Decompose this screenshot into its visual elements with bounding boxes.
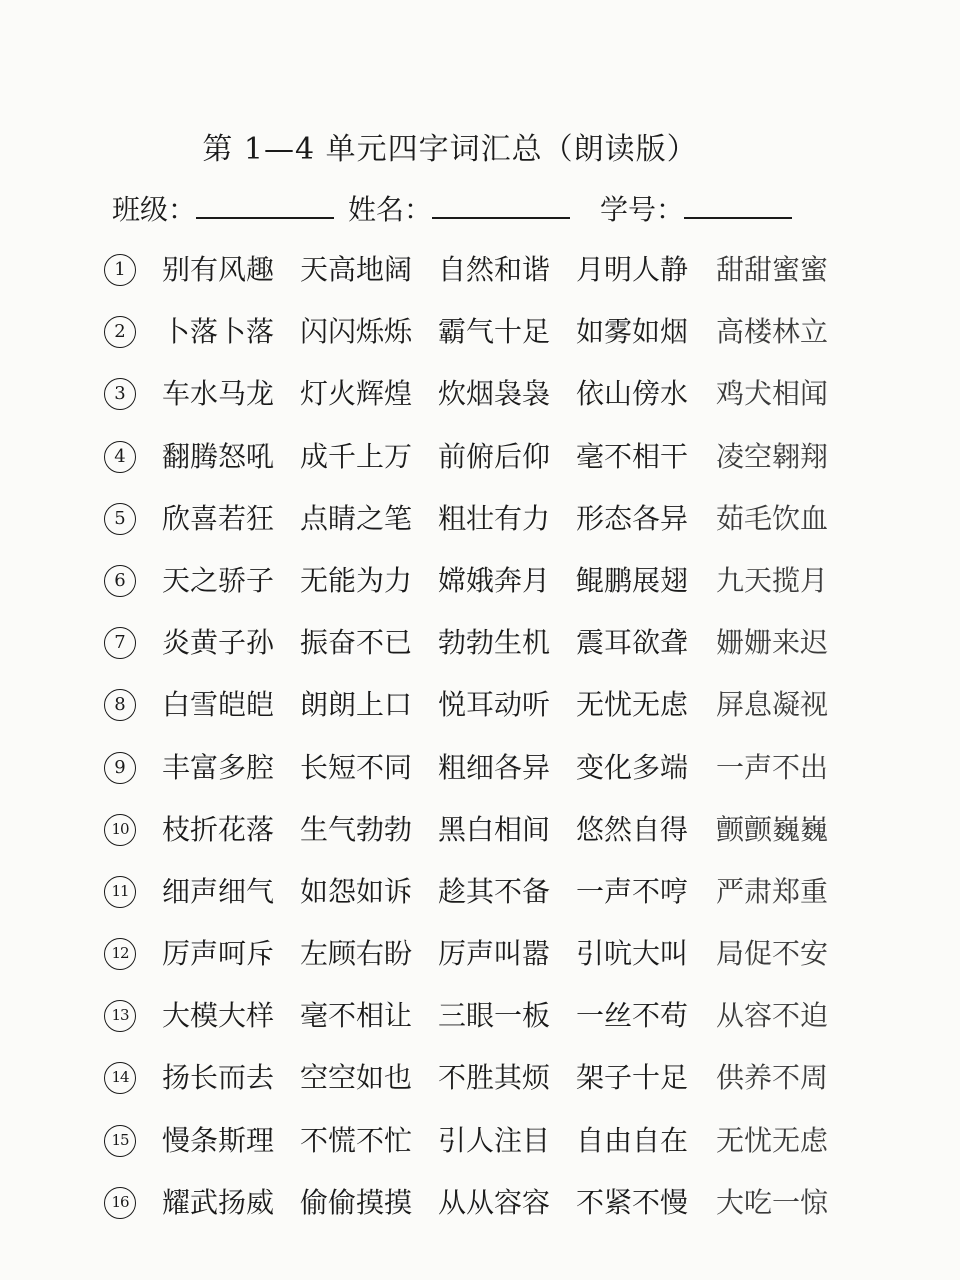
idiom-word: 成千上万 <box>300 439 413 473</box>
idiom-word: 从容不迫 <box>716 999 829 1033</box>
idiom-word: 变化多端 <box>576 750 689 784</box>
idiom-word: 形态各异 <box>576 501 689 535</box>
name-field <box>348 188 570 228</box>
idiom-word: 朗朗上口 <box>300 688 413 722</box>
row-number-circle: 3 <box>104 378 136 410</box>
idiom-word: 欣喜若狂 <box>162 501 275 535</box>
student-id-field <box>600 188 792 228</box>
idiom-word: 自由自在 <box>576 1123 689 1157</box>
row-number-circle: 14 <box>104 1062 136 1094</box>
idiom-word: 扬长而去 <box>162 1061 275 1095</box>
idiom-word: 屏息凝视 <box>716 688 829 722</box>
idiom-word: 别有风趣 <box>162 253 275 286</box>
word-row <box>104 619 864 681</box>
idiom-word: 姗姗来迟 <box>716 626 829 660</box>
word-row <box>104 495 864 557</box>
row-number-circle: 13 <box>104 1000 136 1032</box>
student-id-label: 学号： <box>600 193 685 226</box>
idiom-word: 月明人静 <box>576 253 689 286</box>
row-number-circle: 6 <box>104 565 136 597</box>
idiom-word: 凌空翱翔 <box>716 439 829 473</box>
idiom-word: 九天揽月 <box>716 563 829 597</box>
idiom-word: 依山傍水 <box>576 377 689 411</box>
row-number-circle: 9 <box>104 752 136 784</box>
row-number-circle: 12 <box>104 938 136 970</box>
word-row <box>104 681 864 743</box>
row-number-circle: 7 <box>104 627 136 659</box>
idiom-word: 天之骄子 <box>162 563 275 597</box>
idiom-word: 左顾右盼 <box>300 937 413 971</box>
idiom-word: 偷偷摸摸 <box>300 1185 413 1219</box>
word-row <box>104 557 864 619</box>
word-row <box>104 1179 864 1241</box>
idiom-word: 严肃郑重 <box>716 874 829 908</box>
idiom-word: 闪闪烁烁 <box>300 315 413 349</box>
word-row <box>104 992 864 1054</box>
word-row <box>104 308 864 370</box>
idiom-word: 大吃一惊 <box>716 1185 829 1219</box>
student-id-blank[interactable] <box>684 195 792 219</box>
idiom-word: 引吭大叫 <box>576 937 689 971</box>
idiom-word: 不胜其烦 <box>438 1061 551 1095</box>
idiom-word: 勃勃生机 <box>438 626 551 660</box>
idiom-word: 振奋不已 <box>300 626 413 660</box>
idiom-word: 局促不安 <box>716 937 829 971</box>
word-row <box>104 370 864 432</box>
idiom-word: 长短不同 <box>300 750 413 784</box>
idiom-word: 翻腾怒吼 <box>162 439 275 473</box>
word-row <box>104 868 864 930</box>
idiom-word: 厉声叫嚣 <box>438 937 551 971</box>
word-row <box>104 930 864 992</box>
idiom-word: 趁其不备 <box>438 874 551 908</box>
idiom-word: 耀武扬威 <box>162 1185 275 1219</box>
idiom-word: 悠然自得 <box>576 812 689 846</box>
idiom-word: 供养不周 <box>716 1061 829 1095</box>
idiom-word: 无忧无虑 <box>576 688 689 722</box>
word-row <box>104 1117 864 1179</box>
idiom-word: 鲲鹏展翅 <box>576 563 689 597</box>
idiom-word: 架子十足 <box>576 1061 689 1095</box>
idiom-word: 霸气十足 <box>438 315 551 349</box>
row-number-circle: 15 <box>104 1125 136 1157</box>
idiom-word: 黑白相间 <box>438 812 551 846</box>
idiom-word: 卜落卜落 <box>162 315 275 349</box>
row-number-circle: 11 <box>104 876 136 908</box>
idiom-word: 枝折花落 <box>162 812 275 846</box>
name-label: 姓名： <box>348 193 433 226</box>
row-number-circle: 10 <box>104 814 136 846</box>
row-number-circle: 4 <box>104 441 136 473</box>
idiom-word: 从从容容 <box>438 1185 551 1219</box>
idiom-word: 颤颤巍巍 <box>716 812 829 846</box>
idiom-word: 炎黄子孙 <box>162 626 275 660</box>
idiom-word: 如雾如烟 <box>576 315 689 349</box>
idiom-word: 空空如也 <box>300 1061 413 1095</box>
idiom-word: 天高地阔 <box>300 253 413 286</box>
idiom-word: 一声不出 <box>716 750 829 784</box>
idiom-word: 震耳欲聋 <box>576 626 689 660</box>
word-row <box>104 806 864 868</box>
idiom-word: 细声细气 <box>162 874 275 908</box>
class-field <box>112 188 334 228</box>
idiom-word: 悦耳动听 <box>438 688 551 722</box>
row-number-circle: 5 <box>104 503 136 535</box>
word-row <box>104 433 864 495</box>
idiom-word: 白雪皑皑 <box>162 688 275 722</box>
idiom-word: 厉声呵斥 <box>162 937 275 971</box>
idiom-word: 不紧不慢 <box>576 1185 689 1219</box>
row-number-circle: 2 <box>104 316 136 348</box>
idiom-word: 茹毛饮血 <box>716 501 829 535</box>
idiom-word: 一声不哼 <box>576 874 689 908</box>
word-list <box>104 246 864 1241</box>
idiom-word: 点睛之笔 <box>300 501 413 535</box>
word-row <box>104 1054 864 1116</box>
idiom-word: 嫦娥奔月 <box>438 563 551 597</box>
idiom-word: 无能为力 <box>300 563 413 597</box>
idiom-word: 生气勃勃 <box>300 812 413 846</box>
idiom-word: 高楼林立 <box>716 315 829 349</box>
idiom-word: 慢条斯理 <box>162 1123 275 1157</box>
class-blank[interactable] <box>196 195 334 219</box>
row-number-circle: 16 <box>104 1187 136 1219</box>
idiom-word: 鸡犬相闻 <box>716 377 829 411</box>
idiom-word: 不慌不忙 <box>300 1123 413 1157</box>
word-row <box>104 246 864 308</box>
word-row <box>104 744 864 806</box>
idiom-word: 三眼一板 <box>438 999 551 1033</box>
row-number-circle: 8 <box>104 689 136 721</box>
idiom-word: 粗壮有力 <box>438 501 551 535</box>
idiom-word: 一丝不苟 <box>576 999 689 1033</box>
idiom-word: 自然和谐 <box>438 253 551 286</box>
idiom-word: 毫不相干 <box>576 439 689 473</box>
page-title: 第 1—4 单元四字词汇总（朗读版） <box>202 132 698 167</box>
idiom-word: 无忧无虑 <box>716 1123 829 1157</box>
idiom-word: 甜甜蜜蜜 <box>716 253 829 286</box>
idiom-word: 如怨如诉 <box>300 874 413 908</box>
idiom-word: 灯火辉煌 <box>300 377 413 411</box>
row-number-circle: 1 <box>104 254 136 286</box>
idiom-word: 粗细各异 <box>438 750 551 784</box>
idiom-word: 炊烟袅袅 <box>438 377 551 411</box>
idiom-word: 引人注目 <box>438 1123 551 1157</box>
idiom-word: 大模大样 <box>162 999 275 1033</box>
idiom-word: 丰富多腔 <box>162 750 275 784</box>
idiom-word: 车水马龙 <box>162 377 275 411</box>
student-info-line <box>112 188 832 232</box>
idiom-word: 前俯后仰 <box>438 439 551 473</box>
name-blank[interactable] <box>432 195 570 219</box>
class-label: 班级： <box>112 193 197 226</box>
idiom-word: 毫不相让 <box>300 999 413 1033</box>
